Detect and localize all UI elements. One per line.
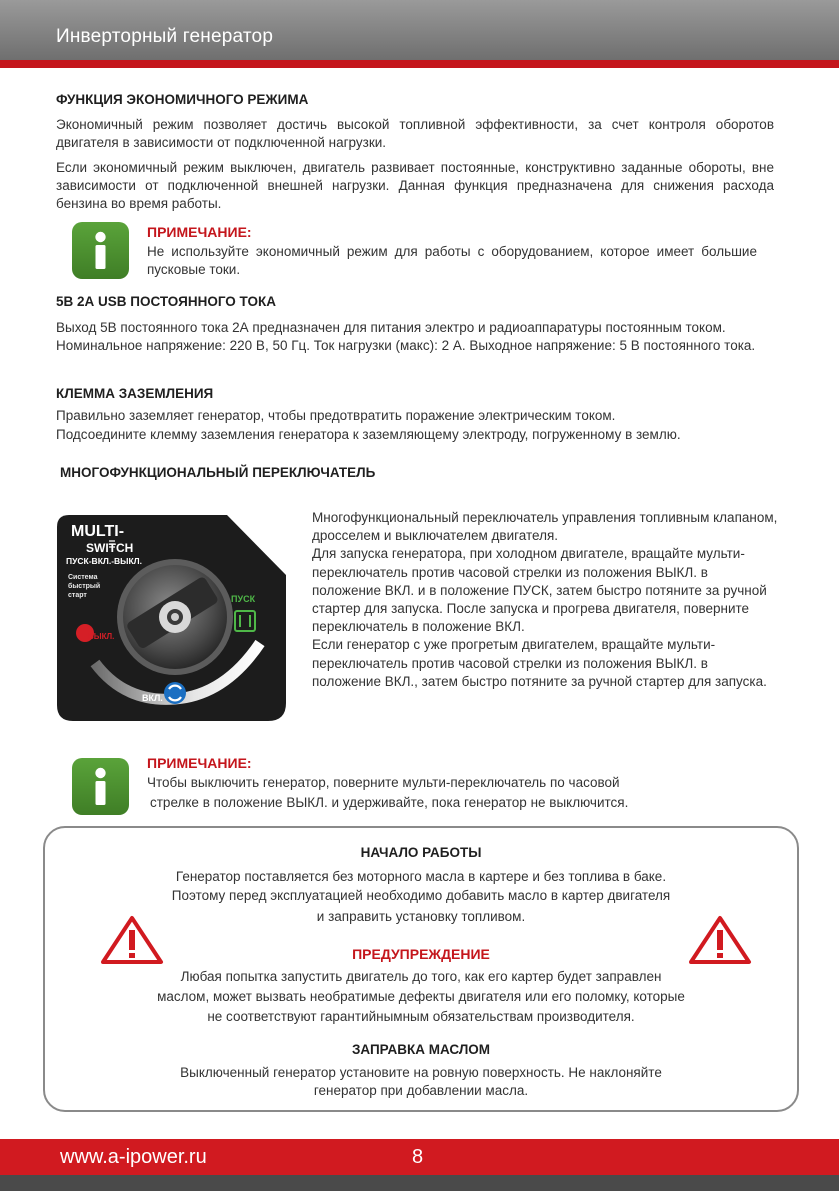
warning-title: ПРЕДУПРЕЖДЕНИЕ [352,946,490,962]
usb-heading: 5В 2А USB ПОСТОЯННОГО ТОКА [56,294,276,309]
switch-logo-multi: MULTI- [71,523,125,540]
oil-heading: ЗАПРАВКА МАСЛОМ [351,1042,491,1057]
eco-paragraph-2: Если экономичный режим выключен, двигатель развивает постоянные, конструктивно заданные обороты, вне зависимости от подключенной внешней нагрузки. Данная функция предназначена для снижения расхода бензина во время работы. [56,160,774,211]
ground-line-1: Правильно заземляет генератор, чтобы предотвратить поражение электрическим током. [56,408,616,423]
switch-logo-switch: SWITCH [86,541,134,555]
eco-heading: ФУНКЦИЯ ЭКОНОМИЧНОГО РЕЖИМА [56,92,309,107]
multiswitch-note-title: ПРИМЕЧАНИЕ: [147,755,252,771]
start-info-box [43,826,799,1112]
oil-line-1: Выключенный генератор установите на ровную поверхность. Не наклоняйте [180,1065,662,1080]
page-number: 8 [412,1146,424,1168]
start-line-1: Генератор поставляется без моторного масла в картере и без топлива в баке. [175,869,667,884]
multiswitch-illustration [55,513,288,723]
oil-line-2: генератор при добавлении масла. [313,1083,529,1098]
multiswitch-note-line-2: стрелке в положение ВЫКЛ. и удерживайте, пока генератор не выключится. [150,795,629,810]
footer-url: www.a-ipower.ru [60,1146,207,1168]
switch-modes-label: ПУСК-ВКЛ.-ВЫКЛ. [66,556,143,566]
switch-system-label: Система быстрый старт [68,574,101,599]
start-line-2: Поэтому перед эксплуатацией необходимо добавить масло в картер двигателя [171,888,671,903]
switch-vkl-label: ВКЛ. [142,693,163,703]
start-line-3: и заправить установку топливом. [316,909,526,924]
warning-line-2: маслом, может вызвать необратимые дефекты двигателя или его поломку, которые [157,989,685,1004]
footer-bottom-stripe [0,1175,839,1191]
multiswitch-paragraph-3: Если генератор с уже прогретым двигателем, вращайте мульти-переключатель против часовой стрелки из положения ВЫКЛ. в положение ВКЛ., затем быстро потяните за ручной стартер для запуска. [312,637,767,689]
header-accent-stripe [0,60,839,68]
switch-vykl-label: ВЫКЛ. [88,632,115,641]
warning-line-3: не соответствуют гарантийнымным обязательствам производителя. [207,1009,635,1024]
multiswitch-note-line-1: Чтобы выключить генератор, поверните мульти-переключатель по часовой [147,775,620,790]
header-bar [0,0,839,60]
multiswitch-paragraph-2: Для запуска генератора, при холодном двигателе, вращайте мульти-переключатель против часовой стрелки из положения ВЫКЛ. в положение ВКЛ. и в положение ПУСК, затем быстро потяните за ручной стартер для запуска. После запуска и прогрева двигателя, поверните переключатель в положение ВКЛ. [312,546,767,635]
info-icon [72,758,129,815]
eco-paragraph-1: Экономичный режим позволяет достичь высокой топливной эффективности, за счет контроля оборотов двигателя в зависимости от подключенной нагрузки. [56,117,774,150]
eco-note-text: Не используйте экономичный режим для работы с оборудованием, которое имеет большие пусковые токи. [147,244,757,277]
multiswitch-paragraph-1: Многофункциональный переключатель управления топливным клапаном, дросселем и выключателем двигателя. [312,510,778,544]
info-icon [72,222,129,279]
multiswitch-description [312,509,778,691]
ground-line-2: Подсоедините клемму заземления генератора к заземляющему электроду, погруженному в землю. [56,427,681,442]
usb-text: Выход 5В постоянного тока 2А предназначен для питания электро и радиоаппаратуры постоянным током. Номинальное напряжение: 220 В, 50 Гц. Ток нагрузки (макс): 2 А. Выходное напряжение: 5 В постоянного тока. [56,320,756,353]
multiswitch-heading: МНОГОФУНКЦИОНАЛЬНЫЙ ПЕРЕКЛЮЧАТЕЛЬ [60,465,376,480]
start-heading: НАЧАЛО РАБОТЫ [360,845,482,860]
ground-heading: КЛЕММА ЗАЗЕМЛЕНИЯ [56,386,214,401]
eco-note-title: ПРИМЕЧАНИЕ: [147,224,252,240]
header-title: Инверторный генератор [56,26,274,47]
warning-line-1: Любая попытка запустить двигатель до того, как его картер будет заправлен [180,969,662,984]
switch-pusk-label: ПУСК [231,594,256,604]
